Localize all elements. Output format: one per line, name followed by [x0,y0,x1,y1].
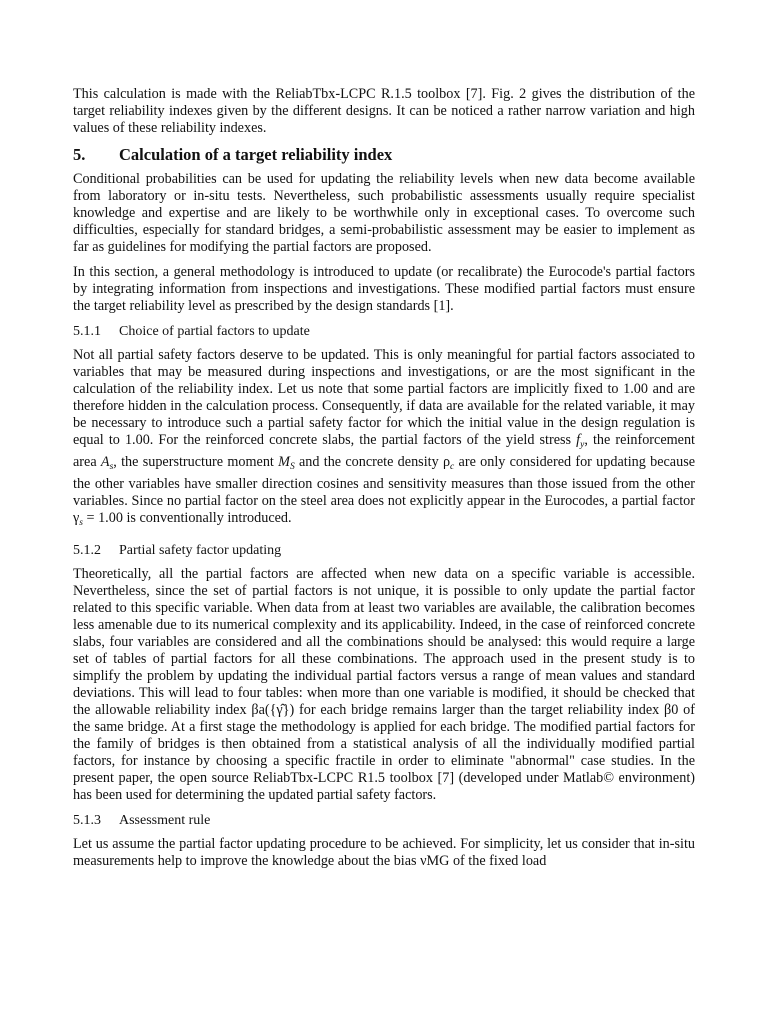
symbol-f: f [576,432,581,448]
symbol-gamma: γ [73,510,80,526]
section-511-title: Choice of partial factors to update [119,324,310,339]
section-511-heading [73,323,695,340]
symbol-beta-a: βa({γ̂}) [251,702,295,718]
intro-paragraph: This calculation is made with the ReliabTbx-LCPC R.1.5 toolbox [7]. Fig. 2 gives the distribution of the target reliability indexes given by the different designs. It can be noticed a rather narrow variation and high values of these reliability indexes. [73,86,695,136]
section-5-paragraph-2: In this section, a general methodology is introduced to update (or recalibrate) the Eurocode's partial factors by integrating information from inspections and investigations. These modified partial factors must ensure the target reliability level as prescribed by the design standards [1]. [73,264,695,314]
section-511-paragraph: Not all partial safety factors deserve to be updated. This is only meaningful for partial factors associated to variables that may be measured during inspections and investigations, or are the most significant in the calculation of the reliability index. Let us note that some partial factors are implicitly fixed to 1.00 and are therefore hidden in the calculation process. Consequently, if data are available for the related variable, it may be necessary to introduce such a partial safety factor for which the initial value in the design regulation is equal to 1.00. For the reinforced concrete slabs, the partial factors of the yield stress $f_y$, the reinforcement area $A_s$, the superstructure moment $M_S$ and the concrete density $\rho_c$ are only considered for updating because the other variables have smaller direction cosines and sensitivity measures than those issued from the other variables. Since no partial factor on the steel area does not explicitly appear in the Eurocodes, a partial factor $\gamma_s = 1.00$ is conventionally introduced. [73,347,696,528]
section-513-paragraph: Let us assume the partial factor updating procedure to be achieved. For simplicity, let us consider that in-situ measurements help to improve the knowledge about the bias νMG of the fixed load [73,836,695,869]
section-5-number: 5. [73,145,86,164]
section-5-paragraph-1: Conditional probabilities can be used for updating the reliability levels when new data become available from laboratory or in-situ tests. Nevertheless, such probabilistic assessments usually require specialist knowledge and expertise and are likely to be worthwhile only in exceptional cases. To overcome such difficulties, especially for standard bridges, a semi-probabilistic assessment may be easier to implement as far as guidelines for modifying the partial factors are proposed. [73,171,695,255]
section-513-heading [73,812,695,829]
symbol-nu: νMG [420,853,450,869]
document-page [73,86,695,878]
section-512-title: Partial safety factor updating [119,543,282,558]
section-511-number: 5.1.1 [73,324,101,339]
section-512-heading [73,542,695,559]
symbol-rho: ρ [442,454,451,470]
section-513-number: 5.1.3 [73,813,101,828]
section-512-paragraph: Theoretically, all the partial factors are affected when new data on a specific variable is accessible. Nevertheless, since the set of partial factors is not unique, it is possible to only update the partial factor related to this specific variable. When data from at least two variables are available, the calibration becomes less amenable due to its numerical complexity and its applicability. Indeed, in the case of reinforced concrete slabs, four variables are considered and all the combinations should be analysed: this would require a large set of tables of partial factors for all these combinations. The approach used in the present study is to simplify the problem by updating the individual partial factors versus a range of mean values and standard deviations. This will lead to four tables: when more than one variable is modified, it should be checked that the allowable reliability index βa({γ̂}) for each bridge remains larger than the target reliability index β0 of the same bridge. At a first stage the methodology is applied for each bridge. The modified partial factors for the family of bridges is then obtained from a statistical analysis of all the individually modified partial factors, for instance by choosing a specific fractile in order to eliminate "abnormal" case studies. In the present paper, the open source ReliabTbx-LCPC R1.5 toolbox [7] (developed under Matlab© environment) has been used for determining the updated partial safety factors. [73,566,695,803]
section-513-title: Assessment rule [119,813,211,828]
symbol-A: A [100,454,110,470]
symbol-M: M [278,454,290,470]
section-512-number: 5.1.2 [73,543,101,558]
section-5-heading [73,145,695,165]
section-5-title: Calculation of a target reliability index [119,145,393,164]
symbol-beta-0: β0 [664,702,679,718]
